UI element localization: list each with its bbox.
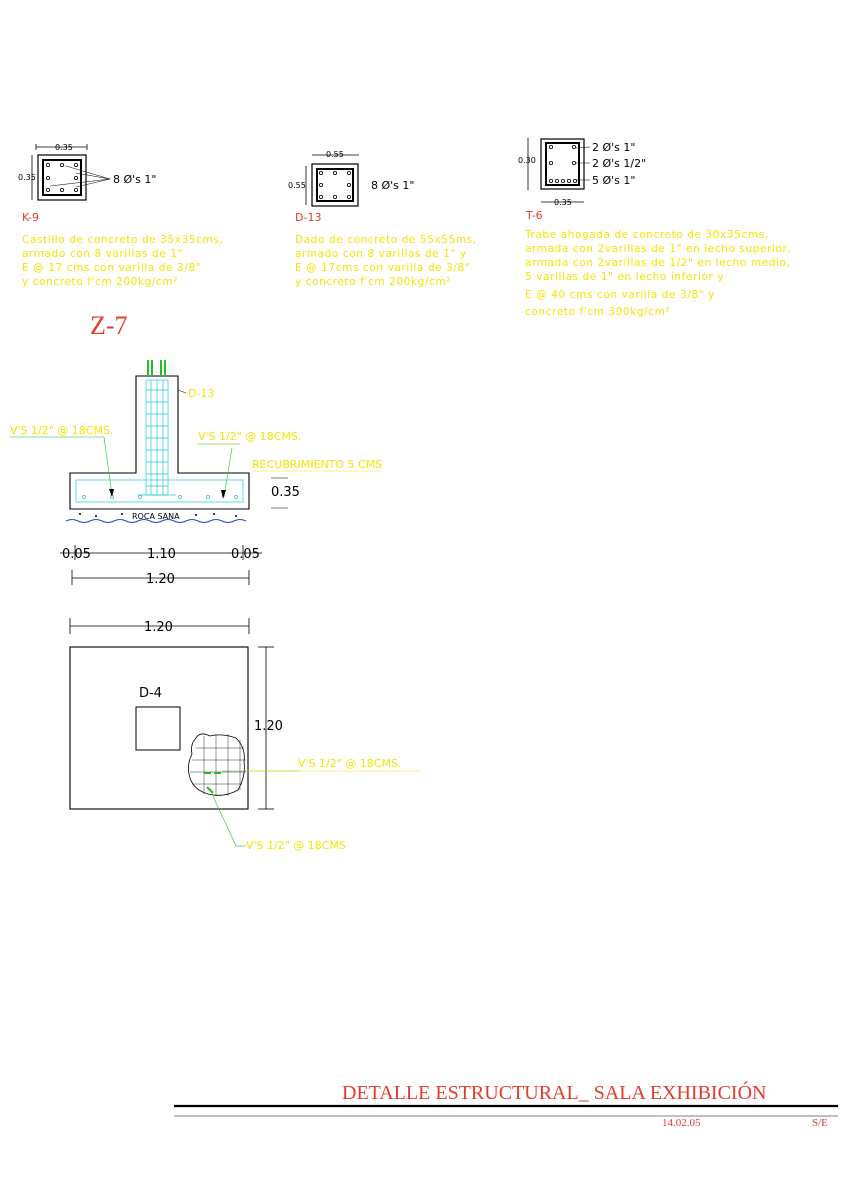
t6-rebar-top: 2 Ø's 1" [592,141,636,154]
sheet-title: DETALLE ESTRUCTURAL_ SALA EXHIBICIÓN [342,1082,767,1104]
k9-note-line: E @ 17 cms con varilla de 3/8" [22,262,202,274]
z7-title: Z-7 [90,311,128,340]
section-k9 [18,143,223,288]
d13-outline [312,164,358,206]
sheet-scale: S/E [812,1117,828,1129]
d13-width-dim: 0.55 [326,150,344,159]
k9-width-dim: 0.35 [55,143,73,152]
sheet-date: 14.02.05 [662,1117,701,1129]
t6-rebar-bottom: 5 Ø's 1" [592,174,636,187]
d13-height-dim: 0.55 [288,181,306,190]
t6-rebar-mid: 2 Ø's 1/2" [592,157,647,170]
plan-dado-label: D-4 [139,686,162,701]
plan-rebar-bottom-label: V'S 1/2" @ 18CMS [246,839,346,852]
k9-note-line: y concreto f'cm 200kg/cm² [22,276,179,288]
footing-plan-view [70,618,420,852]
d13-note-line: Dado de concreto de 55x55ms, [295,234,477,246]
plan-top-dim: 1.20 [144,620,173,635]
t6-note-line: 5 varillas de 1" en lecho inferior y [525,271,725,283]
k9-note-line: armado con 8 varillas de 1" [22,248,183,260]
t6-note-line: E @ 40 cms con varilla de 3/8" y [525,289,715,301]
d13-note-line: E @ 17cms con varilla de 3/8" [295,262,471,274]
t6-width-dim: 0.35 [554,198,572,207]
plan-side-dim: 1.20 [254,719,283,734]
z7-column-cage [138,380,176,495]
z7-rock-label: ROCA SANA [132,512,180,521]
t6-outline [541,139,584,189]
section-d13 [288,150,477,288]
plan-rebar-detail [188,734,246,796]
t6-stirrup [546,143,579,185]
z7-dim-total: 1.20 [146,572,175,587]
z7-rebar-left-label: V'S 1/2" @ 18CMS. [10,424,114,437]
section-t6 [518,138,791,318]
d13-note-line: armado con 8 varillas de 1" y [295,248,467,260]
plan-dado-square [136,707,180,750]
plan-footing-outline [70,647,248,809]
z7-cover-label: RECUBRIMIENTO 5 CMS [252,458,383,471]
t6-height-dim: 0.30 [518,156,536,165]
k9-rebar-label: 8 Ø's 1" [113,173,157,186]
title-block [174,1080,838,1129]
k9-stirrup [43,160,81,195]
z7-rock-base [66,512,246,523]
z7-dimensions [60,545,262,587]
z7-dim-right: 0.05 [231,547,260,562]
plan-rebar-right-label: V'S 1/2" @ 18CMS. [298,757,402,770]
t6-notes [524,229,791,318]
k9-note-line: Castillo de concreto de 35x35cms, [22,234,224,246]
t6-note-line: armada con 2varillas de 1/2" en lecho medio, [525,257,791,269]
footing-z7-elevation [10,311,382,587]
z7-rebar-right-label: V'S 1/2" @ 18CMS. [198,430,302,443]
z7-dim-left: 0.05 [62,547,91,562]
z7-thickness-label: 0.35 [271,485,300,500]
d13-note-line: y concreto f'cm 200kg/cm² [295,276,452,288]
t6-note-line: concreto f'cm 300kg/cm² [525,306,671,318]
k9-height-dim: 0.35 [18,173,36,182]
z7-footing-cage [76,480,243,502]
z7-dim-mid: 1.10 [147,547,176,562]
d13-rebar-label: 8 Ø's 1" [371,179,415,192]
z7-dado-label: D-13 [188,387,215,400]
t6-note-line: Trabe ahogada de concreto de 30x35cms, [525,229,769,241]
t6-note-line: armada con 2varillas de 1" en lecho superior, [525,243,792,255]
d13-notes [295,234,477,288]
d13-tag: D-13 [295,211,322,224]
k9-notes [22,234,223,288]
k9-tag: K-9 [22,211,40,224]
t6-tag: T-6 [526,209,543,222]
k9-outline [38,155,86,200]
